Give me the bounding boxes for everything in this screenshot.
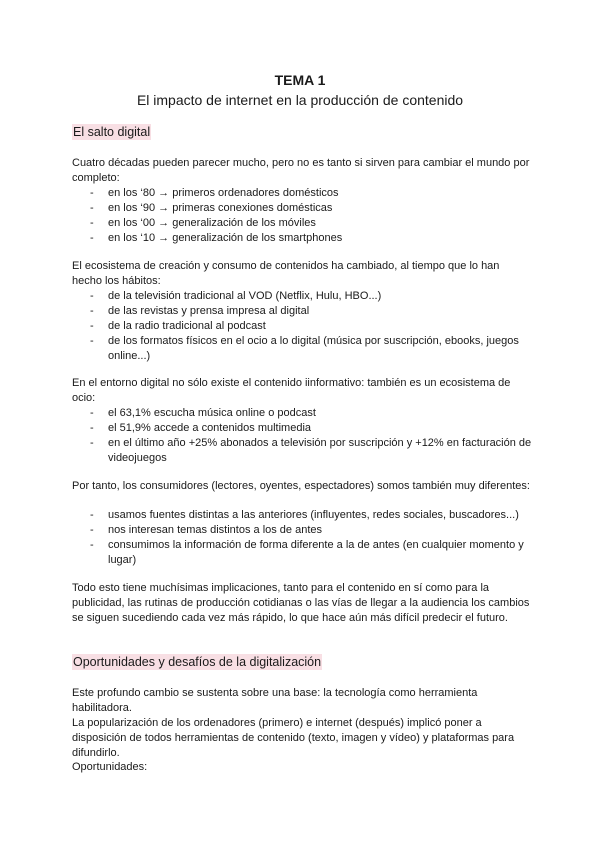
list-item: - el 51,9% accede a contenidos multimedia (90, 421, 532, 436)
paragraph: Este profundo cambio se sustenta sobre una base: la tecnología como herramienta habilitadora. (72, 687, 478, 714)
list-item: - de las revistas y prensa impresa al digital (90, 304, 532, 319)
list-item: - el 63,1% escucha música online o podcast (90, 406, 532, 421)
list-item: - en los ‘90 → primeras conexiones domésticas (90, 201, 532, 216)
paragraph: El ecosistema de creación y consumo de contenidos ha cambiado, al tiempo que lo han hecho los hábitos: (72, 260, 500, 287)
page-subtitle: El impacto de internet en la producción de contenido (136, 92, 464, 108)
list-item: - de los formatos físicos en el ocio a lo digital (música por suscripción, ebooks, juegos online...) (90, 334, 532, 364)
bullet-list (90, 508, 532, 568)
paragraph: Cuatro décadas pueden parecer mucho, pero no es tanto si sirven para cambiar el mundo por completo: (72, 157, 530, 184)
section-heading: Oportunidades y desafíos de la digitalización (73, 655, 322, 669)
bullet-list (90, 289, 532, 364)
paragraph: Todo esto tiene muchísimas implicaciones, tanto para el contenido en sí como para la publicidad, las rutinas de producción cotidianas o las vías de llegar a la audiencia los cambios se siguen sucediendo cada vez más rápido, lo que hace aún más difícil predecir el futuro. (72, 582, 530, 624)
list-item: - en los ‘80 → primeros ordenadores domésticos (90, 186, 532, 201)
list-item: - en los ‘00 → generalización de los móviles (90, 216, 532, 231)
list-item: - en los ‘10 → generalización de los smartphones (90, 231, 532, 246)
paragraph: En el entorno digital no sólo existe el contenido iinformativo: también es un ecosistema de ocio: (72, 377, 511, 404)
paragraph: Por tanto, los consumidores (lectores, oyentes, espectadores) somos también muy diferentes: (72, 480, 530, 492)
paragraph-label: Oportunidades: (72, 761, 148, 773)
list-item: - de la televisión tradicional al VOD (Netflix, Hulu, HBO...) (90, 289, 532, 304)
list-item: - consumimos la información de forma diferente a la de antes (en cualquier momento y lugar) (90, 538, 532, 568)
bullet-list (90, 406, 532, 466)
list-item: - en el último año +25% abonados a televisión por suscripción y +12% en facturación de videojuegos (90, 436, 532, 466)
paragraph: La popularización de los ordenadores (primero) e internet (después) implicó poner a disposición de todos herramientas de contenido (texto, imagen y vídeo) y plataformas para difundirlo. (72, 717, 515, 759)
list-item: - nos interesan temas distintos a los de antes (90, 523, 532, 538)
bullet-list (90, 186, 532, 246)
list-item: - de la radio tradicional al podcast (90, 319, 532, 334)
section-heading: El salto digital (73, 125, 151, 139)
page-title: TEMA 1 (274, 72, 326, 88)
list-item: - usamos fuentes distintas a las anteriores (influyentes, redes sociales, buscadores...) (90, 508, 532, 523)
